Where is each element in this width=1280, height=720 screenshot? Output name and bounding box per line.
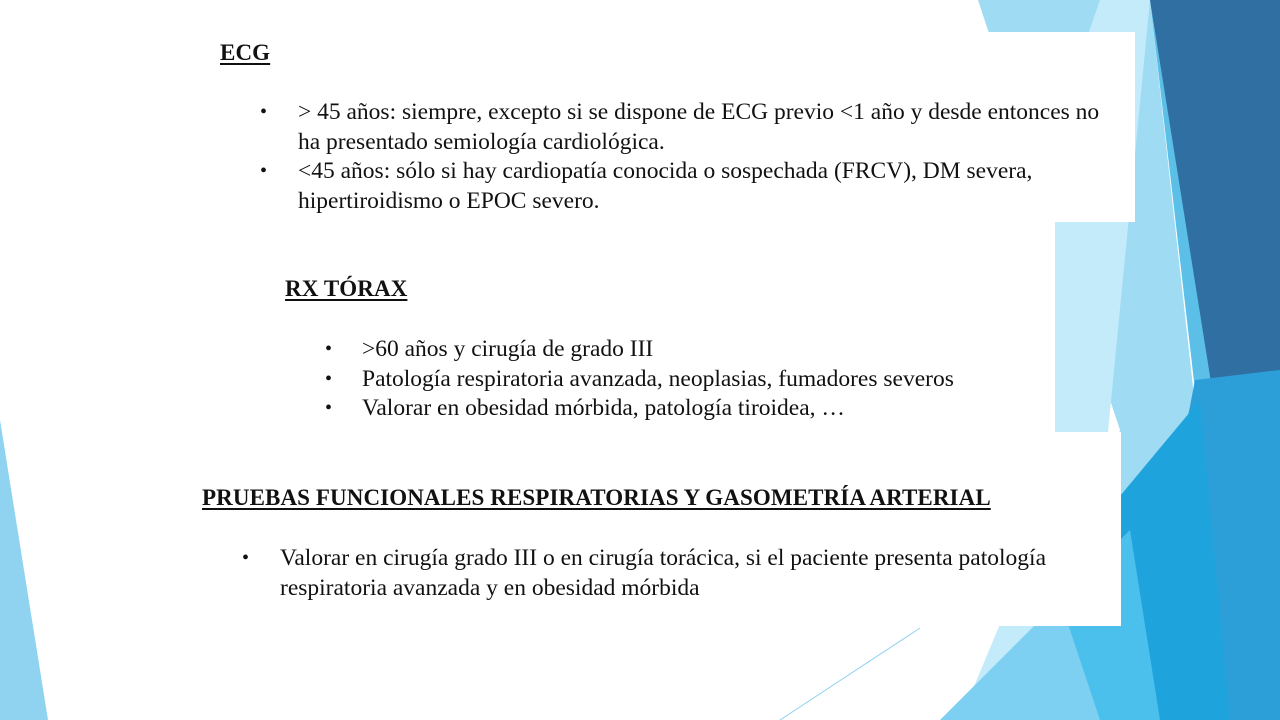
- bullet-icon: •: [260, 101, 268, 123]
- list-item: [260, 157, 1120, 216]
- rx-torax-heading: RX TÓRAX: [285, 276, 408, 301]
- list-item: [325, 335, 1045, 365]
- list-item: [242, 544, 1102, 603]
- list-item: [260, 98, 1120, 157]
- bullet-icon: •: [325, 338, 333, 360]
- bullet-text: <45 años: sólo si hay cardiopatía conocida o sospechada (FRCV), DM severa, hipertiroidismo o EPOC severo.: [298, 158, 1033, 214]
- bullet-text: >60 años y cirugía de grado III: [362, 336, 654, 362]
- bullet-text: Patología respiratoria avanzada, neoplasias, fumadores severos: [362, 365, 954, 392]
- bullet-icon: •: [260, 160, 268, 182]
- ecg-heading: ECG: [220, 40, 271, 65]
- pruebas-funcionales-heading: PRUEBAS FUNCIONALES RESPIRATORIAS Y GASOMETRÍA ARTERIAL: [202, 485, 991, 510]
- bullet-icon: •: [325, 397, 333, 419]
- ecg-bullet-list: [260, 98, 1120, 216]
- bullet-icon: •: [242, 547, 250, 569]
- list-item: [325, 394, 1045, 424]
- bullet-text: Valorar en cirugía grado III o en cirugía torácica, si el paciente presenta patología respiratoria avanzada y en obesidad mórbida: [280, 545, 1046, 601]
- bullet-text: Valorar en obesidad mórbida, patología tiroidea, …: [362, 395, 845, 421]
- bullet-text: > 45 años: siempre, excepto si se dispone de ECG previo <1 año y desde entonces no ha presentado semiología cardiológica.: [298, 99, 1100, 155]
- pruebas-funcionales-bullet-list: [242, 544, 1102, 603]
- left-accent-shape: [0, 420, 48, 720]
- list-item: [325, 365, 1045, 395]
- bullet-icon: •: [325, 367, 333, 390]
- rx-torax-bullet-list: [325, 335, 1045, 424]
- thin-accent-line: [780, 628, 920, 720]
